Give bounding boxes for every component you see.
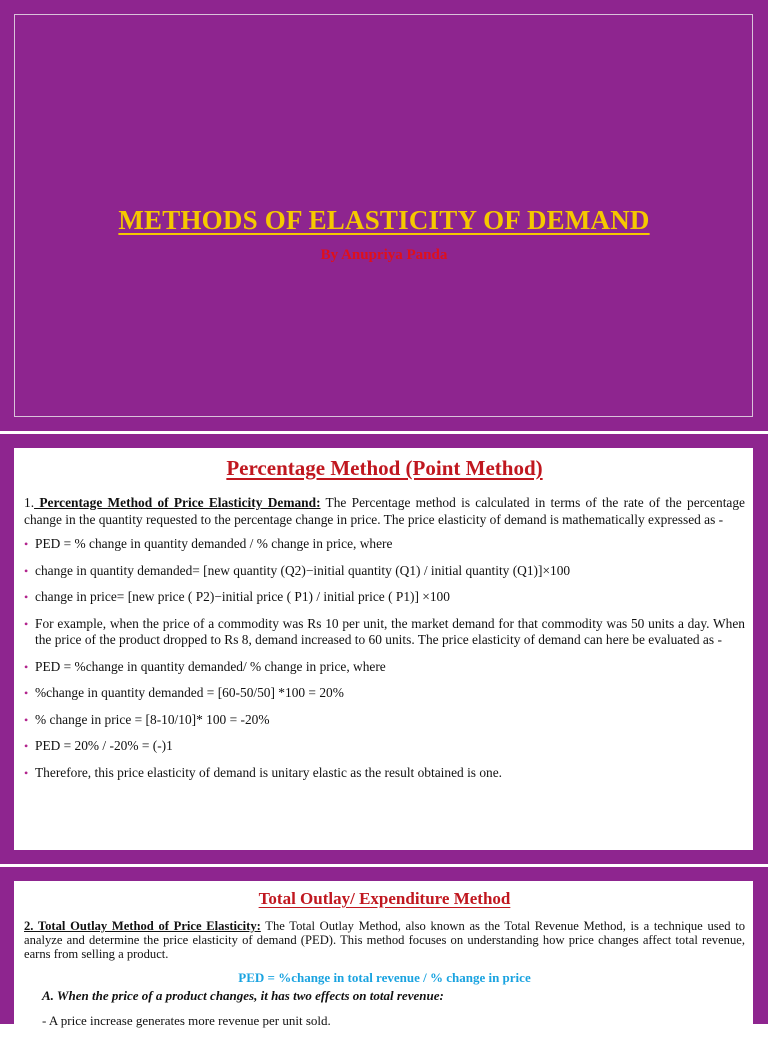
list-item: • %change in quantity demanded = [60-50/50] *100 = 20%	[24, 685, 344, 700]
total-outlay-panel	[14, 881, 753, 1041]
bullet-icon: •	[24, 686, 29, 700]
bullet-icon: •	[24, 659, 29, 674]
price-increase-note: - A price increase generates more revenue per unit sold.	[42, 1013, 331, 1028]
bullet-icon: •	[24, 563, 29, 578]
ped-formula: PED = %change in total revenue / % change in price	[238, 970, 531, 985]
percentage-method-panel	[14, 448, 753, 850]
percentage-method-heading: Percentage Method (Point Method)	[226, 456, 543, 480]
list-item: • change in quantity demanded= [new quantity (Q2)−initial quantity (Q1) / initial quantity (Q1)]×100	[24, 562, 571, 578]
bullet-icon: •	[24, 712, 29, 727]
intro-text: The Total Outlay Method, also known as the Total Revenue Method, is a technique used to analyze and determine the price elasticity of demand (PED). This method focuses on understanding how price changes affect total revenue, earns from selling a product.	[24, 919, 745, 961]
title-slide	[0, 0, 768, 431]
list-item: • Therefore, this price elasticity of demand is unitary elastic as the result obtained is one.	[24, 764, 503, 780]
list-item: • PED = %change in quantity demanded/ % change in price, where	[24, 658, 386, 674]
intro-text: The Percentage method is calculated in terms of the rate of the percentage change in the quantity requested to the percentage change in price. The price elasticity of demand is mathematically expressed as -	[24, 495, 745, 527]
total-outlay-slide	[0, 867, 768, 1028]
intro-number: 1.	[24, 495, 35, 510]
percentage-method-slide	[0, 434, 768, 864]
percentage-method-bullets	[24, 536, 745, 781]
list-item: • change in price= [new price ( P2)−initial price ( P1) / initial price ( P1)] ×100	[24, 589, 450, 604]
bullet-icon: •	[24, 739, 29, 753]
list-item: • % change in price = [8-10/10]* 100 = -20%	[24, 711, 270, 727]
intro-lead: 2. Total Outlay Method of Price Elasticity:	[24, 919, 261, 933]
bullet-icon: •	[24, 616, 29, 631]
bullet-icon: •	[24, 765, 29, 780]
percentage-method-intro	[24, 495, 745, 528]
list-item: • PED = 20% / -20% = (-)1	[24, 738, 173, 753]
list-item: • PED = % change in quantity demanded / % change in price, where	[24, 536, 393, 551]
total-outlay-intro	[24, 919, 745, 961]
intro-lead: Percentage Method of Price Elasticity Demand:	[34, 495, 321, 510]
bullet-icon: •	[24, 537, 29, 551]
total-outlay-heading: Total Outlay/ Expenditure Method	[258, 889, 511, 908]
list-item: • For example, when the price of a commodity was Rs 10 per unit, the market demand for that commodity was 50 units a day. When the price of the product dropped to Rs 8, demand increased to 60 units. The price elasticity of demand can here be evaluated as -	[24, 615, 745, 647]
bullet-icon: •	[24, 590, 29, 604]
effects-heading: A. When the price of a product changes, it has two effects on total revenue:	[42, 988, 444, 1003]
author-line: By Anupriya Panda	[320, 247, 448, 263]
main-title: METHODS OF ELASTICITY OF DEMAND	[118, 205, 650, 235]
